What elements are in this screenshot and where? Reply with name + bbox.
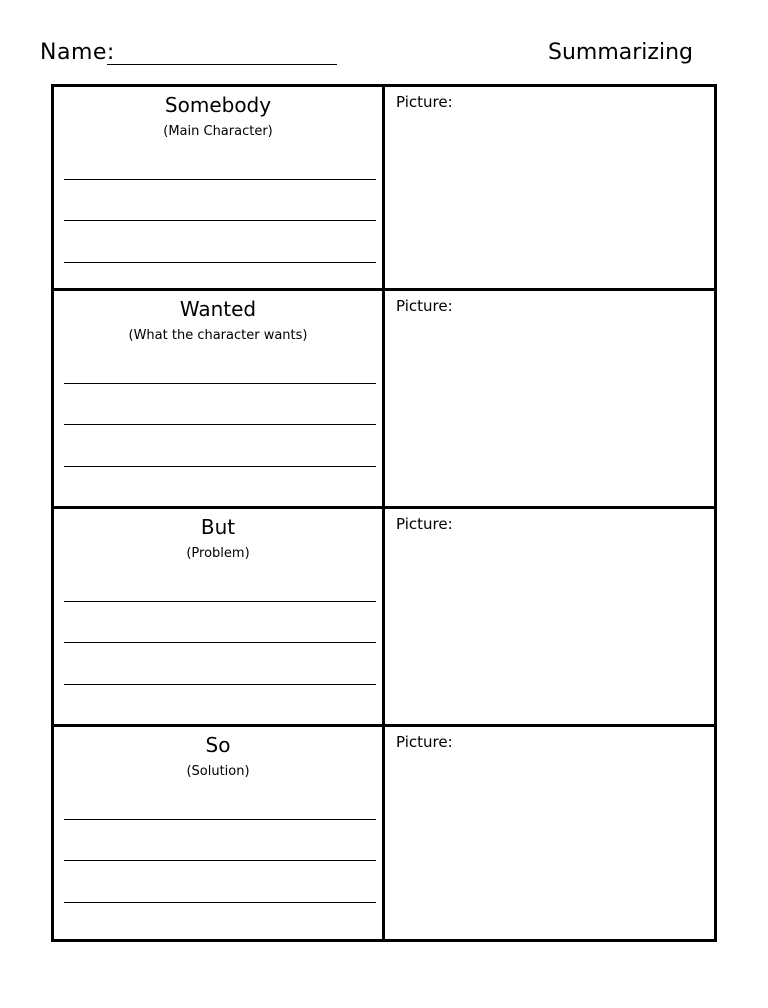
somebody-subheading: (Main Character): [163, 124, 273, 139]
summary-table: [51, 84, 717, 942]
but-write-line-2[interactable]: [64, 642, 376, 643]
somebody-picture-cell[interactable]: [385, 87, 714, 288]
so-picture-cell[interactable]: [385, 727, 714, 939]
but-write-line-3[interactable]: [64, 684, 376, 685]
wanted-picture-label: Picture:: [396, 297, 453, 315]
wanted-heading: Wanted: [179, 297, 257, 321]
name-label: Name:: [40, 40, 115, 65]
so-write-line-1[interactable]: [64, 819, 376, 820]
but-picture-cell[interactable]: [385, 509, 714, 724]
wanted-write-line-3[interactable]: [64, 466, 376, 467]
but-subheading: (Problem): [186, 546, 250, 561]
somebody-heading: Somebody: [164, 93, 272, 117]
wanted-row: [54, 288, 714, 506]
so-write-line-2[interactable]: [64, 860, 376, 861]
so-heading: So: [205, 733, 231, 757]
wanted-writing-cell: [54, 291, 385, 506]
wanted-picture-cell[interactable]: [385, 291, 714, 506]
but-writing-cell: [54, 509, 385, 724]
but-picture-label: Picture:: [396, 515, 453, 533]
so-subheading: (Solution): [186, 764, 250, 779]
somebody-writing-cell: [54, 87, 385, 288]
somebody-picture-label: Picture:: [396, 93, 453, 111]
somebody-write-line-3[interactable]: [64, 262, 376, 263]
wanted-write-line-2[interactable]: [64, 424, 376, 425]
so-row: [54, 724, 714, 939]
name-write-line[interactable]: [107, 64, 337, 65]
so-writing-cell: [54, 727, 385, 939]
somebody-write-line-2[interactable]: [64, 220, 376, 221]
wanted-subheading: (What the character wants): [128, 328, 308, 343]
but-heading: But: [200, 515, 236, 539]
worksheet-title: Summarizing: [548, 40, 693, 65]
but-row: [54, 506, 714, 724]
somebody-row: [54, 87, 714, 288]
somebody-write-line-1[interactable]: [64, 179, 376, 180]
wanted-write-line-1[interactable]: [64, 383, 376, 384]
so-write-line-3[interactable]: [64, 902, 376, 903]
so-picture-label: Picture:: [396, 733, 453, 751]
but-write-line-1[interactable]: [64, 601, 376, 602]
